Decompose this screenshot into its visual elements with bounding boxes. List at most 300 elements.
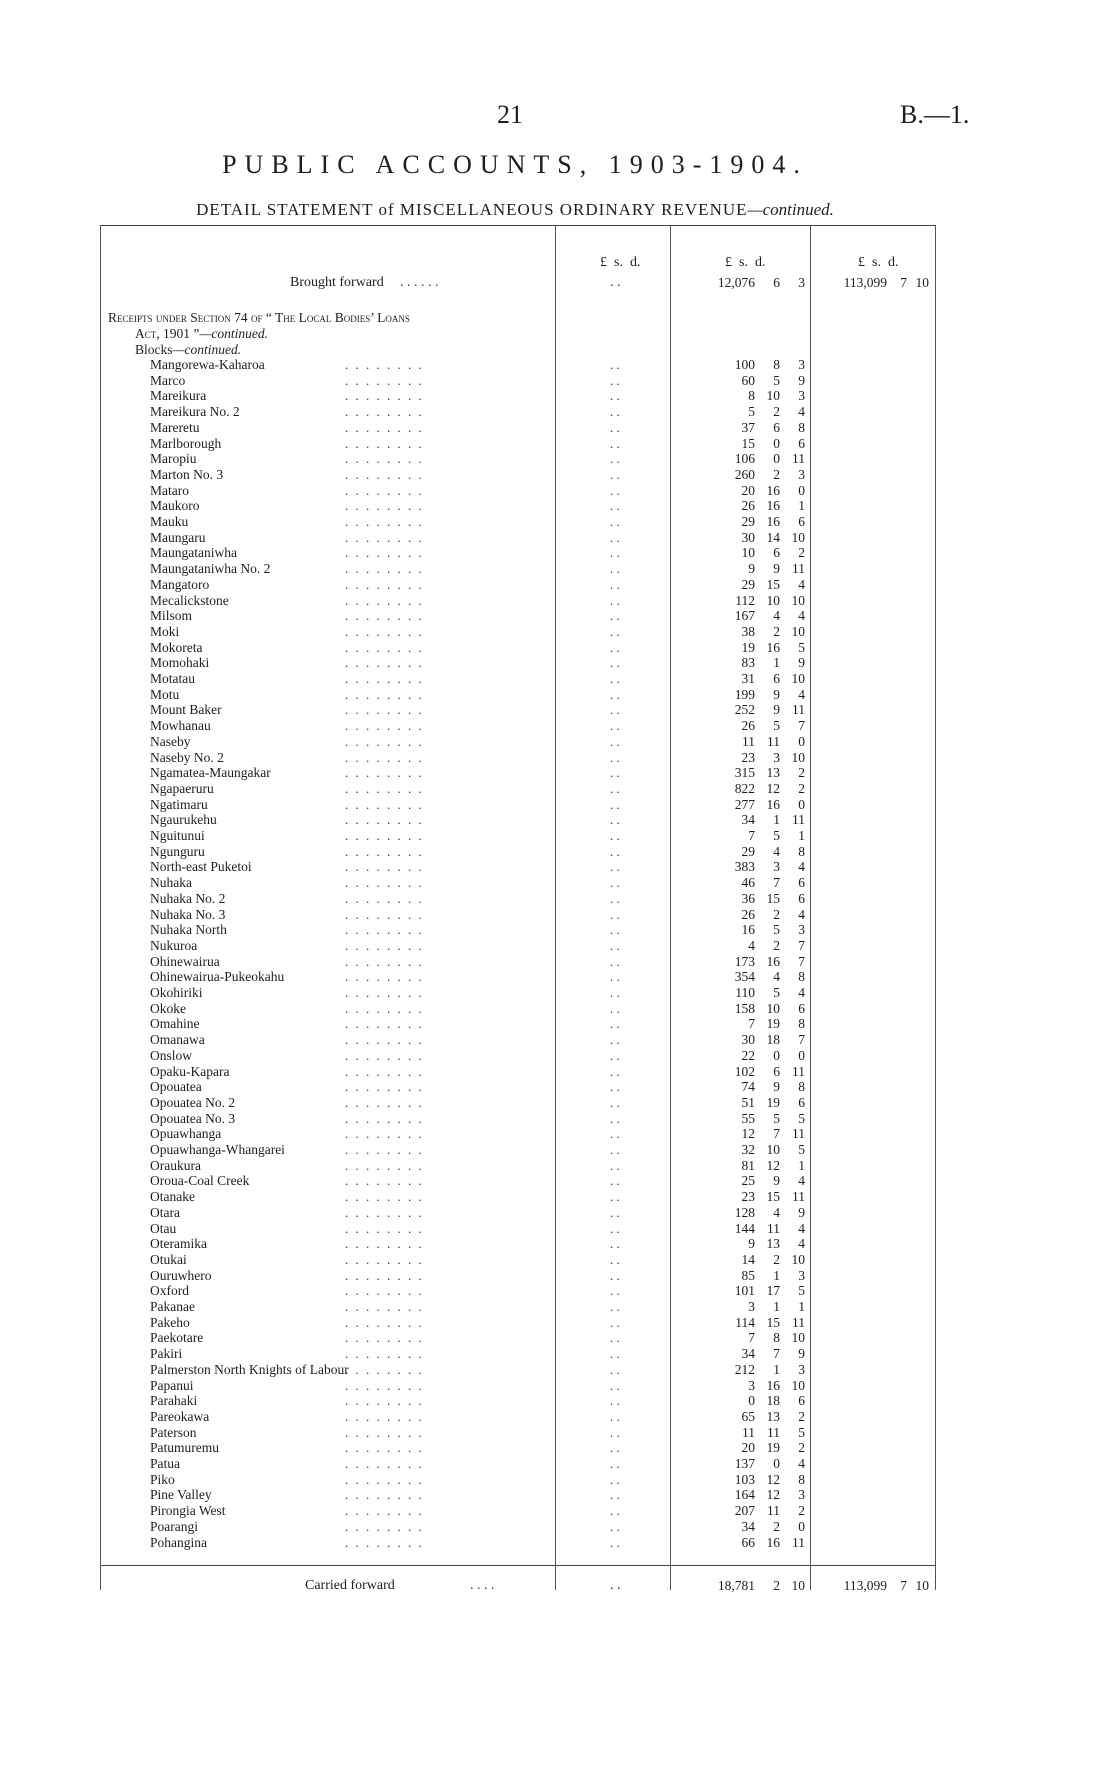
amount-shillings: 4 [773, 843, 780, 859]
row-column1-dots: . . [610, 702, 620, 718]
row-column1-dots: . . [610, 1361, 620, 1377]
row-amount [700, 593, 810, 609]
row-column1-dots: . . [610, 482, 620, 498]
table-row: Patua [150, 1456, 180, 1471]
amount-shillings: 10 [766, 592, 780, 608]
row-column1-dots: . . [610, 514, 620, 529]
amount-pence: 2 [798, 765, 805, 781]
amount-pence: 4 [798, 576, 805, 592]
row-amount [700, 922, 810, 938]
amount-pounds: 38 [741, 623, 755, 639]
table-row: Maropiu [150, 451, 197, 467]
row-leader-dots: . . . . . . . . [345, 1471, 424, 1487]
row-leader-dots: . . . . . . . . [345, 529, 424, 545]
section-heading-line-1: Receipts under Section 74 of “ The Local Bodies’ Loans [108, 310, 410, 325]
row-amount [700, 969, 810, 985]
table-row: Opouatea [150, 1079, 202, 1095]
amount-shillings: 5 [773, 985, 780, 1000]
amount-pounds: 37 [741, 419, 755, 435]
table-row: Marlborough [150, 435, 222, 451]
row-column1-dots: . . [610, 608, 620, 624]
amount-pence: 2 [798, 1408, 805, 1424]
amount-pence: 11 [792, 561, 805, 577]
row-leader-dots: . . . . . . . . [345, 639, 424, 655]
amount-pence: 10 [791, 749, 805, 765]
row-column1-dots: . . [610, 419, 620, 435]
row-leader-dots: . . . . . . . . [345, 1503, 424, 1519]
amount-shillings: 2 [773, 1251, 780, 1267]
row-column1-dots: . . [610, 1267, 620, 1283]
amount-shillings: 6 [773, 545, 780, 561]
amount-pence: 9 [798, 372, 805, 388]
row-amount [700, 1079, 810, 1095]
row-column1-dots: . . [610, 576, 620, 592]
row-amount [700, 483, 810, 499]
row-leader-dots: . . . . . . . . [345, 388, 424, 404]
amount-pounds: 26 [741, 906, 755, 922]
amount-shillings: 16 [766, 498, 780, 514]
row-column1-dots: . . [610, 1283, 620, 1299]
amount-pence: 3 [798, 275, 805, 290]
sub-heading [135, 342, 241, 358]
row-column1-dots: . . [610, 969, 620, 985]
table-row: Paekotare [150, 1330, 204, 1346]
amount-pence: 10 [791, 623, 805, 639]
amount-shillings: 9 [773, 686, 780, 702]
amount-shillings: 17 [766, 1283, 780, 1299]
column-divider-1 [555, 225, 556, 1590]
amount-pence: 3 [798, 1267, 805, 1283]
amount-pence: 2 [798, 1503, 805, 1519]
amount-pounds: 12,076 [717, 275, 755, 290]
amount-shillings: 6 [773, 419, 780, 435]
row-amount [700, 765, 810, 781]
column-header-1: £ s. d. [600, 255, 641, 270]
row-column1-dots: . . [610, 1047, 620, 1063]
row-leader-dots: . . . . . . . . [345, 592, 424, 608]
column-header-3: £ s. d. [858, 255, 899, 270]
row-amount [700, 451, 810, 467]
table-row: Otanake [150, 1189, 195, 1205]
amount-shillings: 16 [766, 1534, 780, 1550]
amount-shillings: 5 [773, 1110, 780, 1126]
table-row: Maungataniwha No. 2 [150, 561, 271, 577]
row-column1-dots: . . [610, 545, 620, 561]
table-row: Palmerston North Knights of Labour [150, 1361, 349, 1377]
amount-pounds: 46 [741, 875, 755, 891]
row-leader-dots: . . . . . . . . [345, 466, 424, 482]
row-leader-dots: . . . . . . . . [345, 1408, 424, 1424]
row-amount [700, 1315, 810, 1331]
table-row: Momohaki [150, 655, 210, 671]
amount-pence: 8 [798, 969, 805, 985]
row-column1-dots: . . [610, 671, 620, 686]
column-divider-2 [670, 225, 671, 1590]
row-amount [700, 812, 810, 828]
row-amount [700, 797, 810, 813]
row-amount [700, 907, 810, 923]
table-row: Otara [150, 1204, 180, 1220]
amount-pence: 3 [798, 1361, 805, 1377]
brought-forward-col3 [830, 275, 935, 291]
table-row: Opaku-Kapara [150, 1063, 230, 1079]
amount-shillings: 7 [773, 1126, 780, 1142]
row-leader-dots: . . . . . . . . [345, 1000, 424, 1016]
amount-pence: 5 [798, 1424, 805, 1440]
amount-shillings: 0 [773, 1456, 780, 1471]
row-amount [700, 1268, 810, 1284]
table-row: Naseby No. 2 [150, 749, 224, 765]
row-column1-dots: . . [610, 1518, 620, 1534]
row-column1-dots: . . [610, 357, 620, 372]
row-amount [700, 1016, 810, 1032]
column-header-2: £ s. d. [725, 255, 766, 270]
row-column1-dots: . . [610, 1236, 620, 1252]
amount-pounds: 18,781 [717, 1578, 755, 1593]
amount-pence: 10 [791, 671, 805, 686]
row-leader-dots: . . . . . . . . [345, 1032, 424, 1048]
amount-pounds: 207 [734, 1503, 755, 1519]
row-amount [700, 702, 810, 718]
row-column1-dots: . . [610, 765, 620, 781]
row-leader-dots: . . . . . . . . [345, 404, 424, 420]
table-row: Piko [150, 1471, 175, 1487]
amount-pounds: 101 [734, 1283, 755, 1299]
page-title: PUBLIC ACCOUNTS, 1903-1904. [222, 150, 808, 179]
table-row: Ohinewairua-Pukeokahu [150, 969, 285, 985]
amount-pence: 6 [798, 875, 805, 891]
amount-pounds: 212 [734, 1361, 755, 1377]
row-column1-dots: . . [610, 498, 620, 514]
amount-pounds: 173 [734, 953, 755, 969]
row-amount [700, 1346, 810, 1362]
row-leader-dots: . . . . . . . . [345, 1283, 424, 1299]
amount-pounds: 32 [741, 1142, 755, 1157]
amount-pence: 0 [798, 733, 805, 749]
amount-shillings: 0 [773, 451, 780, 467]
amount-shillings: 2 [773, 1518, 780, 1534]
amount-pounds: 29 [741, 576, 755, 592]
row-column1-dots: . . [610, 1424, 620, 1440]
row-column1-dots: . . [610, 953, 620, 969]
row-leader-dots: . . . . . . . . [345, 1047, 424, 1063]
row-amount [700, 1393, 810, 1409]
row-amount [700, 436, 810, 452]
amount-shillings: 1 [773, 1299, 780, 1314]
table-row: Pirongia West [150, 1503, 226, 1519]
amount-pence: 8 [798, 419, 805, 435]
row-amount [700, 1472, 810, 1488]
amount-pounds: 354 [734, 969, 755, 985]
amount-pounds: 66 [741, 1534, 755, 1550]
row-column1-dots: . . [610, 890, 620, 906]
amount-shillings: 16 [766, 482, 780, 498]
row-amount [700, 1142, 810, 1158]
row-leader-dots: . . . . . . . . [345, 828, 424, 843]
row-leader-dots: . . . . . . . . [345, 1424, 424, 1440]
row-amount [700, 1283, 810, 1299]
carried-forward-col1: . . [610, 1578, 621, 1593]
row-amount [700, 1001, 810, 1017]
row-leader-dots: . . . . . . . . [345, 1534, 424, 1550]
amount-pounds: 100 [734, 357, 755, 372]
row-amount [700, 1189, 810, 1205]
table-row: Mareikura No. 2 [150, 404, 240, 420]
row-column1-dots: . . [610, 451, 620, 467]
amount-pence: 3 [798, 922, 805, 938]
row-column1-dots: . . [610, 906, 620, 922]
row-leader-dots: . . . . . . . . [345, 1377, 424, 1393]
row-amount [700, 640, 810, 656]
row-column1-dots: . . [610, 561, 620, 577]
row-leader-dots: . . . . . . . . [345, 482, 424, 498]
amount-pounds: 822 [734, 780, 755, 796]
table-row: Ohinewairua [150, 953, 220, 969]
amount-shillings: 9 [773, 1079, 780, 1095]
row-leader-dots: . . . . . . . . [345, 859, 424, 875]
row-amount [700, 1299, 810, 1315]
amount-pence: 9 [798, 1204, 805, 1220]
brought-forward-col1: . . [610, 275, 621, 290]
amount-pounds: 34 [741, 812, 755, 828]
row-amount [700, 1378, 810, 1394]
row-amount [700, 577, 810, 593]
row-leader-dots: . . . . . . . . [345, 780, 424, 796]
amount-shillings: 16 [766, 953, 780, 969]
amount-pence: 5 [798, 639, 805, 655]
amount-shillings: 5 [773, 372, 780, 388]
amount-pence: 0 [798, 1047, 805, 1063]
row-leader-dots: . . . . . . . . [345, 843, 424, 859]
amount-shillings: 2 [773, 404, 780, 420]
table-row: Ouruwhero [150, 1267, 212, 1283]
amount-pence: 11 [792, 1063, 805, 1079]
row-amount [700, 844, 810, 860]
amount-shillings: 7 [773, 875, 780, 891]
row-leader-dots: . . . . . . . . [345, 1456, 424, 1471]
row-leader-dots: . . . . . . . . [345, 749, 424, 765]
table-row: Mokoreta [150, 639, 203, 655]
row-leader-dots: . . . . . . . . [345, 1220, 424, 1236]
amount-pence: 11 [792, 1534, 805, 1550]
amount-pounds: 9 [748, 561, 755, 577]
amount-shillings: 7 [773, 1346, 780, 1362]
amount-pence: 9 [798, 1346, 805, 1362]
amount-pence: 4 [798, 985, 805, 1000]
amount-pence: 7 [798, 1032, 805, 1048]
amount-pence: 6 [798, 514, 805, 529]
row-leader-dots: . . . . . . . . [345, 875, 424, 891]
amount-shillings: 0 [773, 1047, 780, 1063]
table-row: Nuhaka No. 2 [150, 890, 226, 906]
amount-pounds: 81 [741, 1157, 755, 1173]
table-row: North-east Puketoi [150, 859, 252, 875]
row-amount [700, 718, 810, 734]
table-row: Moki [150, 623, 180, 639]
row-amount [700, 357, 810, 373]
row-leader-dots: . . . . . . . . [345, 1314, 424, 1330]
amount-pence: 10 [791, 1330, 805, 1346]
row-column1-dots: . . [610, 1487, 620, 1503]
table-row: Opuawhanga-Whangarei [150, 1142, 285, 1157]
amount-pence: 7 [798, 937, 805, 953]
subtitle-continued: —continued. [747, 200, 834, 219]
amount-pounds: 22 [741, 1047, 755, 1063]
row-column1-dots: . . [610, 843, 620, 859]
amount-shillings: 4 [773, 969, 780, 985]
amount-pounds: 11 [742, 733, 755, 749]
row-column1-dots: . . [610, 1110, 620, 1126]
amount-pence: 1 [798, 828, 805, 843]
row-column1-dots: . . [610, 1126, 620, 1142]
amount-pounds: 260 [734, 466, 755, 482]
row-leader-dots: . . . . . . . . [345, 1440, 424, 1456]
row-amount [700, 655, 810, 671]
row-column1-dots: . . [610, 1079, 620, 1095]
table-row: Motatau [150, 671, 195, 686]
row-leader-dots: . . . . . . . . [345, 985, 424, 1000]
row-leader-dots: . . . . . . . . [345, 1236, 424, 1252]
table-row: Okohiriki [150, 985, 203, 1000]
table-row: Ngapaeruru [150, 780, 214, 796]
amount-shillings: 15 [766, 890, 780, 906]
amount-pence: 1 [798, 1157, 805, 1173]
amount-shillings: 2 [773, 937, 780, 953]
row-column1-dots: . . [610, 639, 620, 655]
row-column1-dots: . . [610, 1000, 620, 1016]
amount-pounds: 199 [734, 686, 755, 702]
amount-pence: 11 [792, 1314, 805, 1330]
row-column1-dots: . . [610, 1471, 620, 1487]
amount-pence: 4 [798, 1220, 805, 1236]
row-column1-dots: . . [610, 529, 620, 545]
row-leader-dots: . . . . . . . . [345, 796, 424, 812]
row-amount [700, 828, 810, 844]
amount-pence: 2 [798, 780, 805, 796]
row-leader-dots: . . . . . . . . [345, 561, 424, 577]
row-column1-dots: . . [610, 466, 620, 482]
table-row: Ngamatea-Maungakar [150, 765, 271, 781]
amount-shillings: 11 [767, 733, 780, 749]
section-heading-line-2 [135, 326, 268, 342]
row-amount [700, 420, 810, 436]
table-row: Pine Valley [150, 1487, 212, 1503]
amount-pounds: 26 [741, 498, 755, 514]
row-leader-dots: . . . . . . . . [345, 498, 424, 514]
row-column1-dots: . . [610, 937, 620, 953]
amount-pence: 11 [792, 702, 805, 718]
amount-pounds: 19 [741, 639, 755, 655]
row-leader-dots: . . . . . . . . [345, 1487, 424, 1503]
row-amount [700, 687, 810, 703]
amount-shillings: 4 [773, 608, 780, 624]
sub-heading-continued: —continued. [172, 342, 242, 357]
row-leader-dots: . . . . . . . . [345, 922, 424, 938]
row-amount [700, 938, 810, 954]
amount-shillings: 4 [773, 1204, 780, 1220]
row-amount [700, 1205, 810, 1221]
row-amount [700, 608, 810, 624]
row-leader-dots: . . . . . . . . [345, 1204, 424, 1220]
amount-pence: 10 [915, 1578, 929, 1593]
row-amount [700, 1409, 810, 1425]
table-row: Oxford [150, 1283, 189, 1299]
row-amount [700, 1362, 810, 1378]
amount-pounds: 11 [742, 1424, 755, 1440]
amount-pence: 8 [798, 843, 805, 859]
amount-pounds: 103 [734, 1471, 755, 1487]
row-leader-dots: . . . . . . . . [345, 1063, 424, 1079]
row-amount [700, 750, 810, 766]
table-row: Pakeho [150, 1314, 190, 1330]
amount-pounds: 277 [734, 796, 755, 812]
amount-pounds: 20 [741, 1440, 755, 1456]
table-row: Oroua-Coal Creek [150, 1173, 250, 1189]
amount-shillings: 15 [766, 1189, 780, 1205]
row-leader-dots: . . . . . . . . [345, 623, 424, 639]
amount-pounds: 7 [748, 828, 755, 843]
amount-pence: 4 [798, 686, 805, 702]
row-column1-dots: . . [610, 404, 620, 420]
amount-pounds: 10 [741, 545, 755, 561]
table-row: Onslow [150, 1047, 193, 1063]
row-leader-dots: . . . . . . . . [345, 1330, 424, 1346]
amount-pence: 4 [798, 608, 805, 624]
row-amount [700, 781, 810, 797]
section-heading-act: Act, 1901 ” [135, 326, 200, 341]
row-leader-dots: . . . . . . . . [345, 1393, 424, 1409]
row-amount [700, 1519, 810, 1535]
row-amount [700, 1330, 810, 1346]
table-row: Patumuremu [150, 1440, 219, 1456]
row-column1-dots: . . [610, 388, 620, 404]
amount-shillings: 12 [766, 780, 780, 796]
row-leader-dots: . . . . . . . . [345, 1079, 424, 1095]
table-row: Pakanae [150, 1299, 195, 1314]
row-column1-dots: . . [610, 812, 620, 828]
amount-shillings: 9 [773, 1173, 780, 1189]
amount-shillings: 15 [766, 576, 780, 592]
amount-pounds: 3 [748, 1299, 755, 1314]
table-row: Oteramika [150, 1236, 207, 1252]
row-column1-dots: . . [610, 1220, 620, 1236]
amount-shillings: 16 [766, 1377, 780, 1393]
section-heading-continued: —continued. [199, 326, 268, 341]
row-amount [700, 1126, 810, 1142]
amount-shillings: 19 [766, 1094, 780, 1110]
row-leader-dots: . . . . . . . . [345, 1251, 424, 1267]
table-row: Omanawa [150, 1032, 205, 1048]
amount-pounds: 102 [734, 1063, 755, 1079]
row-column1-dots: . . [610, 1142, 620, 1157]
row-column1-dots: . . [610, 1173, 620, 1189]
amount-pence: 10 [791, 529, 805, 545]
amount-pounds: 55 [741, 1110, 755, 1126]
brought-forward-dots: . . . . . . [400, 275, 439, 290]
amount-pounds: 15 [741, 435, 755, 451]
amount-pence: 0 [798, 796, 805, 812]
row-amount [700, 891, 810, 907]
amount-shillings: 9 [773, 561, 780, 577]
table-row: Mataro [150, 482, 189, 498]
table-row: Milsom [150, 608, 193, 624]
amount-pence: 6 [798, 1393, 805, 1409]
row-leader-dots: . . . . . . . . [345, 718, 424, 734]
amount-shillings: 11 [767, 1424, 780, 1440]
row-leader-dots: . . . . . . . . [345, 1157, 424, 1173]
amount-shillings: 6 [773, 1063, 780, 1079]
table-row: Otau [150, 1220, 177, 1236]
